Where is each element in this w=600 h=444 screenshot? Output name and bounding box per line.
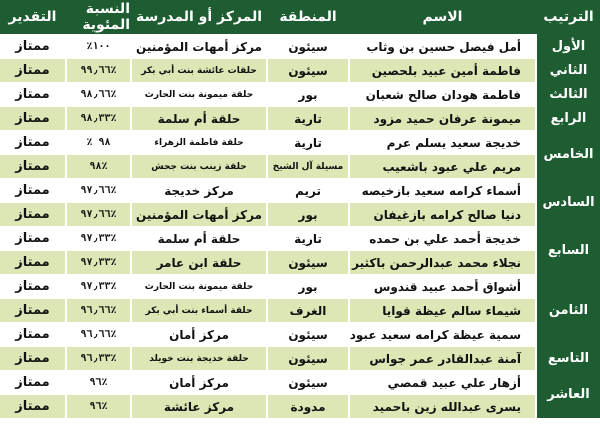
region-cell: سيئون <box>268 58 348 82</box>
column-divider <box>348 202 350 226</box>
header-grade: التقدير <box>0 0 65 34</box>
column-divider <box>348 154 350 178</box>
column-divider <box>348 34 350 58</box>
center-cell: حلقة أسماء بنت أبي بكر <box>132 298 266 322</box>
column-divider <box>130 394 132 418</box>
column-divider <box>348 130 350 154</box>
student-name-cell: شيماء سالم عيظة قوايا <box>350 298 535 322</box>
center-cell: مركز أمهات المؤمنين <box>132 34 266 58</box>
column-divider <box>65 274 67 298</box>
column-divider <box>65 154 67 178</box>
column-divider <box>535 82 537 106</box>
header-percent: النسبة المئوية <box>67 0 130 34</box>
percent-cell: ٪٩٦ <box>67 394 130 418</box>
column-divider <box>348 394 350 418</box>
percent-cell: ٪٩٧٫٦٦ <box>67 202 130 226</box>
center-cell: مركز أمان <box>132 370 266 394</box>
percent-cell: ٩٨ ٪ <box>67 130 130 154</box>
center-cell: حلقة خديجة بنت خويلد <box>132 346 266 370</box>
region-cell: سيئون <box>268 370 348 394</box>
region-cell: مدودة <box>268 394 348 418</box>
percent-cell: ٪٩٩٫٦٦ <box>67 58 130 82</box>
rank-label: الخامس <box>537 130 600 178</box>
student-name-cell: يسرى عبدالله زين باحميد <box>350 394 535 418</box>
column-divider <box>348 226 350 250</box>
column-divider <box>65 106 67 130</box>
region-cell: سيئون <box>268 250 348 274</box>
column-divider <box>266 394 268 418</box>
column-divider <box>535 394 537 418</box>
center-cell: حلقات عائشة بنت أبي بكر <box>132 58 266 82</box>
column-divider <box>535 346 537 370</box>
region-cell: مسيلة آل الشيخ <box>268 154 348 178</box>
column-divider <box>348 274 350 298</box>
column-divider <box>65 250 67 274</box>
rank-label: الثالث <box>537 82 600 106</box>
rank-label: السابع <box>537 226 600 274</box>
center-cell: حلقة ابن عامر <box>132 250 266 274</box>
region-cell: الغرف <box>268 298 348 322</box>
region-cell: تريم <box>268 178 348 202</box>
column-divider <box>130 202 132 226</box>
grade-cell: ممتاز <box>0 82 65 106</box>
region-cell: سيئون <box>268 322 348 346</box>
column-divider <box>130 274 132 298</box>
student-name-cell: ميمونة عرفان حميد مزود <box>350 106 535 130</box>
column-divider <box>348 322 350 346</box>
column-divider <box>266 154 268 178</box>
student-name-cell: أزهار علي عبيد قمصي <box>350 370 535 394</box>
column-divider <box>266 370 268 394</box>
student-name-cell: أشواق أحمد عبيد قندوس <box>350 274 535 298</box>
grade-cell: ممتاز <box>0 346 65 370</box>
column-divider <box>266 274 268 298</box>
header-rank: الترتيب <box>537 0 600 34</box>
column-divider <box>266 58 268 82</box>
region-cell: تارية <box>268 106 348 130</box>
column-divider <box>130 298 132 322</box>
rank-label: الأول <box>537 34 600 58</box>
column-divider <box>65 394 67 418</box>
percent-cell: ٪٩٦٫٣٣ <box>67 346 130 370</box>
student-name-cell: مريم علي عبود باشعيب <box>350 154 535 178</box>
grade-cell: ممتاز <box>0 106 65 130</box>
grade-cell: ممتاز <box>0 250 65 274</box>
column-divider <box>266 82 268 106</box>
header-name: الاسم <box>350 0 535 34</box>
column-divider <box>348 370 350 394</box>
column-divider <box>535 274 537 298</box>
column-divider <box>266 250 268 274</box>
column-divider <box>266 202 268 226</box>
rank-label: الثامن <box>537 274 600 346</box>
student-name-cell: أمل فيصل حسين بن وثاب <box>350 34 535 58</box>
column-divider <box>266 322 268 346</box>
region-cell: بور <box>268 274 348 298</box>
center-cell: حلقة ميمونة بنت الحارث <box>132 274 266 298</box>
column-divider <box>130 130 132 154</box>
column-divider <box>65 346 67 370</box>
column-divider <box>65 58 67 82</box>
column-divider <box>535 58 537 82</box>
column-divider <box>348 346 350 370</box>
column-divider <box>348 82 350 106</box>
column-divider <box>535 106 537 130</box>
column-divider <box>130 370 132 394</box>
grade-cell: ممتاز <box>0 298 65 322</box>
rank-label: الرابع <box>537 106 600 130</box>
column-divider <box>65 370 67 394</box>
column-divider <box>130 154 132 178</box>
column-divider <box>130 346 132 370</box>
header-region: المنطقة <box>268 0 348 34</box>
header-divider <box>535 0 537 34</box>
student-name-cell: آمنة عبدالقادر عمر جواس <box>350 346 535 370</box>
column-divider <box>266 130 268 154</box>
percent-cell: ٪٩٨٫٦٦ <box>67 82 130 106</box>
center-cell: حلقة ميمونة بنت الحارث <box>132 82 266 106</box>
grade-cell: ممتاز <box>0 322 65 346</box>
column-divider <box>348 250 350 274</box>
rank-label: العاشر <box>537 370 600 418</box>
percent-cell: ٪٩٧٫٣٣ <box>67 250 130 274</box>
student-name-cell: أسماء كرامه سعيد بازخيصه <box>350 178 535 202</box>
center-cell: حلقة فاطمة الزهراء <box>132 130 266 154</box>
column-divider <box>535 154 537 178</box>
column-divider <box>130 322 132 346</box>
header-divider <box>266 0 268 34</box>
column-divider <box>535 298 537 322</box>
grade-cell: ممتاز <box>0 178 65 202</box>
column-divider <box>348 58 350 82</box>
percent-cell: ٪٩٨ <box>67 154 130 178</box>
column-divider <box>266 178 268 202</box>
column-divider <box>348 178 350 202</box>
region-cell: تارية <box>268 226 348 250</box>
grade-cell: ممتاز <box>0 394 65 418</box>
center-cell: مركز أمهات المؤمنين <box>132 202 266 226</box>
column-divider <box>266 106 268 130</box>
percent-cell: ٪٩٧٫٣٣ <box>67 274 130 298</box>
column-divider <box>266 346 268 370</box>
column-divider <box>348 298 350 322</box>
header-divider <box>130 0 132 34</box>
grade-cell: ممتاز <box>0 154 65 178</box>
student-name-cell: فاطمة أمين عبيد بلحصين <box>350 58 535 82</box>
column-divider <box>65 298 67 322</box>
student-name-cell: سمية عيظة كرامه سعيد عبود <box>350 322 535 346</box>
percent-cell: ٪٩٧٫٣٣ <box>67 226 130 250</box>
rank-label: السادس <box>537 178 600 226</box>
column-divider <box>535 322 537 346</box>
column-divider <box>130 58 132 82</box>
rank-label: الثاني <box>537 58 600 82</box>
rank-label: التاسع <box>537 346 600 370</box>
center-cell: حلقة أم سلمة <box>132 226 266 250</box>
grade-cell: ممتاز <box>0 274 65 298</box>
column-divider <box>65 322 67 346</box>
region-cell: بور <box>268 82 348 106</box>
column-divider <box>535 178 537 202</box>
grade-cell: ممتاز <box>0 58 65 82</box>
column-divider <box>65 82 67 106</box>
percent-cell: ٪٩٦٫٦٦ <box>67 298 130 322</box>
column-divider <box>65 178 67 202</box>
percent-cell: ٪٩٨٫٣٣ <box>67 106 130 130</box>
column-divider <box>65 34 67 58</box>
center-cell: حلقة زينب بنت جحش <box>132 154 266 178</box>
student-name-cell: خديجة أحمد علي بن حمده <box>350 226 535 250</box>
percent-cell: ١٠٠٪ <box>67 34 130 58</box>
grade-cell: ممتاز <box>0 370 65 394</box>
column-divider <box>65 226 67 250</box>
percent-cell: ٪٩٦٫٦٦ <box>67 322 130 346</box>
column-divider <box>130 82 132 106</box>
grade-cell: ممتاز <box>0 34 65 58</box>
column-divider <box>130 250 132 274</box>
student-name-cell: خديجة سعيد يسلم عرم <box>350 130 535 154</box>
grade-cell: ممتاز <box>0 130 65 154</box>
region-cell: تارية <box>268 130 348 154</box>
header-divider <box>65 0 67 34</box>
header-center: المركز أو المدرسة <box>132 0 266 34</box>
student-name-cell: فاطمة هودان صالح شعبان <box>350 82 535 106</box>
column-divider <box>266 298 268 322</box>
region-cell: سيئون <box>268 34 348 58</box>
student-name-cell: دنيا صالح كرامه بازغيفان <box>350 202 535 226</box>
percent-cell: ٪٩٦ <box>67 370 130 394</box>
column-divider <box>535 250 537 274</box>
header-divider <box>348 0 350 34</box>
column-divider <box>535 226 537 250</box>
column-divider <box>535 370 537 394</box>
column-divider <box>130 34 132 58</box>
column-divider <box>65 130 67 154</box>
grade-cell: ممتاز <box>0 226 65 250</box>
center-cell: مركز عائشة <box>132 394 266 418</box>
column-divider <box>348 106 350 130</box>
column-divider <box>266 226 268 250</box>
column-divider <box>65 202 67 226</box>
grade-cell: ممتاز <box>0 202 65 226</box>
column-divider <box>130 106 132 130</box>
column-divider <box>535 130 537 154</box>
column-divider <box>535 34 537 58</box>
center-cell: مركز أمان <box>132 322 266 346</box>
region-cell: بور <box>268 202 348 226</box>
region-cell: سيئون <box>268 346 348 370</box>
column-divider <box>130 226 132 250</box>
column-divider <box>535 202 537 226</box>
center-cell: حلقة أم سلمة <box>132 106 266 130</box>
column-divider <box>266 34 268 58</box>
student-name-cell: نجلاء محمد عبدالرحمن باكثير <box>350 250 535 274</box>
center-cell: مركز خديجة <box>132 178 266 202</box>
percent-cell: ٪٩٧٫٦٦ <box>67 178 130 202</box>
column-divider <box>130 178 132 202</box>
